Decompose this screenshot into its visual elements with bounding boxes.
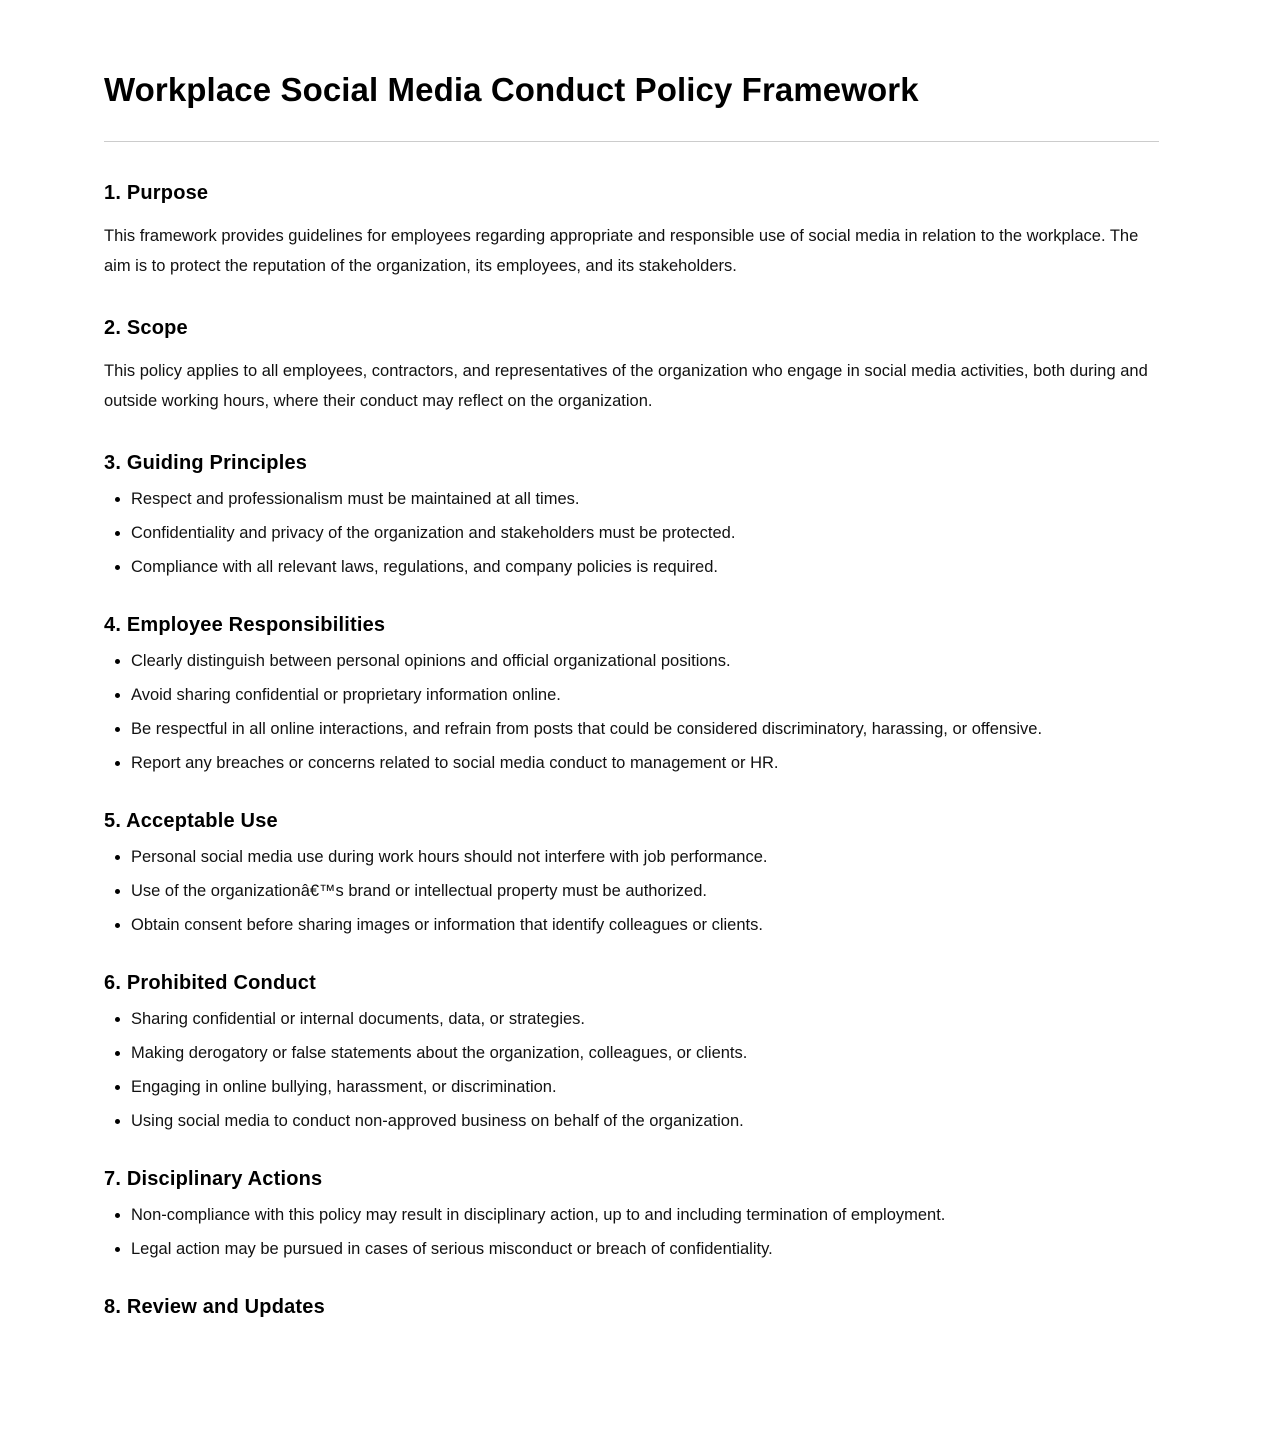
- list-item: Compliance with all relevant laws, regulations, and company policies is required.: [104, 556, 1159, 578]
- section-heading-disciplinary-actions: 7. Disciplinary Actions: [104, 1167, 323, 1190]
- bullet-list-prohibited-conduct: [104, 996, 1159, 1132]
- list-item: Be respectful in all online interactions, and refrain from posts that could be considered discriminatory, harassing, or offensive.: [104, 718, 1159, 740]
- section-scope: [104, 281, 1159, 416]
- page-title: Workplace Social Media Conduct Policy Framework: [104, 71, 919, 108]
- section-heading-guiding-principles: 3. Guiding Principles: [104, 451, 308, 474]
- section-paragraph-purpose: This framework provides guidelines for employees regarding appropriate and responsible use of social media in relation to the workplace. The aim is to protect the reputation of the organization, its employees, and its stakeholders.: [104, 226, 1139, 275]
- list-item: Report any breaches or concerns related to social media conduct to management or HR.: [104, 752, 1159, 774]
- section-heading-review-and-updates: 8. Review and Updates: [104, 1295, 325, 1318]
- section-prohibited-conduct: [104, 936, 1159, 1132]
- section-guiding-principles: [104, 416, 1159, 578]
- bullet-list-acceptable-use: [104, 834, 1159, 936]
- list-item: Using social media to conduct non-approved business on behalf of the organization.: [104, 1110, 1159, 1132]
- list-item: Non-compliance with this policy may result in disciplinary action, up to and including termination of employment.: [104, 1204, 1159, 1226]
- list-item: Confidentiality and privacy of the organization and stakeholders must be protected.: [104, 522, 1159, 544]
- list-item: Respect and professionalism must be maintained at all times.: [104, 488, 1159, 510]
- section-heading-employee-responsibilities: 4. Employee Responsibilities: [104, 613, 386, 636]
- list-item: Making derogatory or false statements about the organization, colleagues, or clients.: [104, 1042, 1159, 1064]
- section-heading-acceptable-use: 5. Acceptable Use: [104, 809, 278, 832]
- section-acceptable-use: [104, 774, 1159, 936]
- section-heading-purpose: 1. Purpose: [104, 181, 209, 204]
- section-employee-responsibilities: [104, 578, 1159, 774]
- section-disciplinary-actions: [104, 1132, 1159, 1260]
- section-purpose: [104, 142, 1159, 281]
- section-heading-prohibited-conduct: 6. Prohibited Conduct: [104, 971, 316, 994]
- list-item: Personal social media use during work hours should not interfere with job performance.: [104, 846, 1159, 868]
- list-item: Use of the organizationâ€™s brand or intellectual property must be authorized.: [104, 880, 1159, 902]
- list-item: Engaging in online bullying, harassment, or discrimination.: [104, 1076, 1159, 1098]
- bullet-list-disciplinary-actions: [104, 1192, 1159, 1260]
- section-paragraph-scope: This policy applies to all employees, contractors, and representatives of the organization who engage in social media activities, both during and outside working hours, where their conduct may reflect on the organization.: [104, 361, 1148, 410]
- list-item: Clearly distinguish between personal opinions and official organizational positions.: [104, 650, 1159, 672]
- list-item: Sharing confidential or internal documents, data, or strategies.: [104, 1008, 1159, 1030]
- list-item: Avoid sharing confidential or proprietary information online.: [104, 684, 1159, 706]
- section-review-and-updates: [104, 1260, 1159, 1320]
- list-item: Legal action may be pursued in cases of serious misconduct or breach of confidentiality.: [104, 1238, 1159, 1260]
- bullet-list-employee-responsibilities: [104, 638, 1159, 774]
- bullet-list-guiding-principles: [104, 476, 1159, 578]
- section-heading-scope: 2. Scope: [104, 316, 188, 339]
- list-item: Obtain consent before sharing images or information that identify colleagues or clients.: [104, 914, 1159, 936]
